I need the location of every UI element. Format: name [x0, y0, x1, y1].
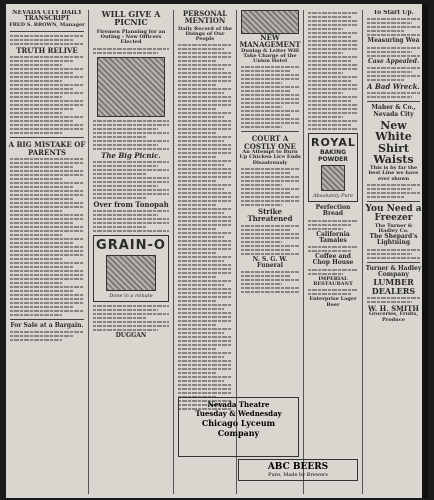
imperial-restaurant-ad: IMPERIAL RESTAURANT	[313, 275, 353, 288]
headline-strike: Strike Threatened	[247, 206, 293, 224]
subhead-new-management: Dunlap & Leiter Will Take Charge of the Union Hotel	[241, 47, 299, 65]
royal-title: ROYAL	[311, 136, 356, 149]
illustration-figure	[97, 57, 165, 117]
hotel-illustration	[241, 10, 299, 34]
royal-subtitle: BAKING POWDER	[318, 149, 348, 163]
section-big-picnic: The Big Picnic.	[101, 150, 161, 160]
subhead-picnic: Firemen Planning for an Outing - New Officers Elected	[96, 28, 166, 46]
section-tonopah: Over from Tonopah	[93, 199, 169, 209]
grain-o-tagline: Done in a minute	[109, 293, 153, 300]
column-5	[306, 10, 360, 494]
royal-can-image	[321, 165, 345, 191]
subhead-court: An Attempt to Burn Up Chicken Lice Ends Disastrously	[239, 149, 301, 166]
heading-to-start-up: To Start Up.	[373, 10, 414, 16]
heading-measuring: Measuring Wea	[367, 37, 420, 45]
abc-beers-tagline: Pure, Made by Brewers	[268, 472, 328, 478]
masthead-title: NEVADA CITY DAILY TRANSCRIPT	[11, 10, 83, 23]
subhead-personal: Daily Record of the Doings of Our People	[178, 25, 232, 43]
masthead-manager: FRED S. BROWN, Manager	[9, 21, 85, 28]
headline-new-management: NEW MANAGEMENT	[239, 33, 301, 50]
column-1	[8, 10, 86, 494]
royal-tagline: Absolutely Pure	[312, 193, 354, 199]
column-6	[365, 10, 422, 494]
theatre-name: Nevada Theatre	[207, 400, 270, 409]
heading-bad-wreck: A Bad Wreck.	[367, 81, 420, 91]
royal-baking-powder-ad	[308, 133, 358, 202]
heading-case-appealed: Case Appealed.	[367, 57, 420, 65]
freezer-store: The Turner & Hadley Co.	[374, 222, 413, 234]
maher-store-name: Maher & Co., Nevada City	[371, 104, 416, 118]
duggan-ad: DUGGAN	[115, 332, 147, 340]
theatre-company: Chicago Lyceum Company	[201, 418, 276, 438]
perfection-bread-ad: Perfection Bread	[315, 204, 351, 218]
abc-beers-ad	[236, 456, 360, 490]
coffee-house-ad: Coffee and Chop House	[312, 253, 354, 267]
freezer-sub: The Shepard's Lightning	[369, 233, 418, 247]
headline-court: COURT A COSTLY ONE	[244, 134, 296, 151]
newspaper-page	[6, 4, 428, 498]
tamales-ad: California Tamales	[316, 230, 350, 244]
binding-edge	[422, 4, 428, 498]
article-title-big-mistake: A BIG MISTAKE OF PARENTS	[8, 140, 86, 157]
smith-name: W. H. SMITH	[367, 304, 420, 314]
lumber-company: Turner & Hadley Company	[365, 264, 422, 279]
smith-sub: Groceries, Fruits, Produce	[369, 311, 418, 323]
grain-o-ad	[93, 235, 169, 302]
poem-title: TRUTH RELIVE	[16, 45, 78, 55]
theatre-days: Tuesday & Wednesday	[195, 409, 282, 418]
lager-beer-ad: Enterprise Lager Beer	[309, 296, 357, 308]
grain-o-logo: GRAIN-O	[96, 238, 166, 254]
headline-personal: PERSONAL MENTION	[182, 10, 228, 26]
headline-picnic: WILL GIVE A PICNIC	[101, 10, 161, 28]
shirt-waists-title: New White Shirt Waists	[373, 118, 414, 167]
column-2	[91, 10, 171, 494]
headline-funeral: N. S. G. W. Funeral	[252, 255, 288, 269]
freezer-title: You Need a Freezer	[365, 203, 422, 224]
theatre-ad	[176, 394, 301, 454]
lumber-dealers: LUMBER DEALERS	[371, 277, 416, 296]
abc-beers-title: ABC BEERS	[267, 462, 329, 472]
grain-o-image	[106, 255, 156, 291]
shirt-waists-sub: This is by far the best Line we have ever shown	[368, 165, 419, 182]
for-sale-notice: For Sale at a Bargain.	[10, 321, 84, 329]
